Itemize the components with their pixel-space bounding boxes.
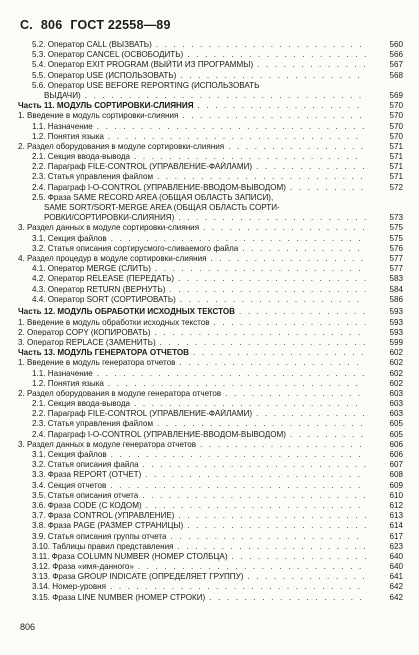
dot-leader: . . . . . . . . . . . . . . . . . . . . . . . . . . [142, 460, 369, 470]
toc-entry-title: 4. Раздел процедур в модуле сортировки-слияния [18, 253, 207, 263]
toc-entry-title: 1. Введение в модуль генератора отчетов [18, 358, 176, 368]
dot-leader: . . . . . . . . . . . . . . . . [225, 388, 363, 398]
toc-entry-page: 570 [389, 131, 403, 141]
toc-entry [18, 593, 403, 603]
toc-entry-title: 3. Раздел данных в модуле сортировки-слияния [18, 223, 200, 233]
toc-entry [18, 369, 403, 379]
toc-entry-page: 575 [389, 233, 403, 243]
toc-entry [18, 285, 403, 295]
toc-entry-title: 4.2. Оператор RELEASE (ПЕРЕДАТЬ) [32, 274, 175, 284]
toc-entry [18, 511, 403, 521]
toc-entry [18, 40, 403, 50]
dot-leader: . . . . . . . . . . . . . . . . . . [209, 592, 365, 602]
toc-entry [18, 274, 403, 284]
toc-entry-title: 2.5. Фраза SAME RECORD AREA (ОБЩАЯ ОБЛАСТЬ ЗАПИСИ), [32, 192, 274, 202]
dot-leader: . . . . . . . . . . . . . . . . . . . . . . . . . . [142, 490, 368, 500]
toc-entry [18, 193, 403, 203]
dot-leader: . . . . . . . . . . . . . . . . . . . . . . . . . . . . . [109, 582, 363, 592]
toc-entry-page: 602 [389, 378, 403, 388]
toc-entry-title: 1.2. Понятия языка [32, 131, 104, 141]
toc-entry-title: 3.15. Фраза LINE NUMBER (НОМЕР СТРОКИ) [32, 592, 206, 602]
toc-entry-page: 571 [389, 141, 403, 151]
toc-entry-title: 2.4. Параграф I-O-CONTROL (УПРАВЛЕНИЕ-ВВОДОМ-ВЫВОДОМ) [32, 182, 286, 192]
dot-leader: . . . . . . . . . . . . . . . . . . . . . . . . . . . . . . . [96, 368, 367, 378]
toc-entry-title: 3.10. Таблицы правил представления [32, 541, 174, 551]
toc-entry-title: 4.4. Оператор SORT (СОРТИРОВАТЬ) [32, 294, 176, 304]
toc-entry [18, 521, 403, 531]
toc-entry-page: 608 [389, 470, 403, 480]
toc-entry-page: 606 [389, 439, 403, 449]
toc-part-heading [18, 101, 403, 111]
dot-leader: . . . . . . . . . . . . . . . . . . . . . . . . [157, 419, 365, 429]
dot-leader: . . . . . . . . . . . . . . . . . . . . . . . . . . . . . . . . [84, 90, 364, 100]
toc-entry [18, 234, 403, 244]
toc-entry-page: 602 [389, 358, 403, 368]
toc-part-heading [18, 348, 403, 358]
toc-entry-page: 602 [389, 368, 403, 378]
toc-entry-page: 593 [389, 307, 403, 317]
toc-entry-page: 570 [389, 121, 403, 131]
toc-entry [18, 60, 403, 70]
toc-entry [18, 389, 403, 399]
toc-entry-title: 2. Раздел оборудования в модуле сортировки-слияния [18, 141, 225, 151]
dot-leader: . . . . . . . . . . . . . . . . . . . . . . . . . . . . . [110, 450, 363, 459]
dot-leader: . . . . . . . . . . . . . . [242, 243, 362, 253]
dot-leader: . . . . . . . . . . . . . . . . . . . . [193, 348, 366, 358]
toc-entry [18, 450, 403, 460]
toc-entry-page: 623 [389, 541, 403, 551]
dot-leader: . . . . . . . . . . . . . . . . . . . . . . . . . . . . . [107, 378, 361, 388]
toc-entry-title: 5.2. Оператор CALL (ВЫЗВАТЬ) [32, 40, 152, 49]
dot-leader: . . . . . . . . . . . . . . . . . . . . . [179, 294, 362, 304]
toc-entry-title: ВЫДАЧИ) [44, 90, 81, 100]
toc-entry-title: 3.1. Секция файлов [32, 450, 107, 459]
toc-entry-title: 5.5. Оператор USE (ИСПОЛЬЗОВАТЬ) [32, 70, 177, 80]
toc-entry-page: 612 [389, 500, 403, 510]
toc-entry-title: 2.3. Статья управления файлом [32, 419, 154, 429]
dot-leader: . . . . . . . . . . . . . . . . . . . . . . [178, 213, 369, 223]
toc-entry-page: 599 [389, 337, 403, 347]
toc-entry-title: 2. Раздел оборудования в модуле генератора отчетов [18, 388, 222, 398]
toc-entry [18, 71, 403, 81]
toc-entry-title: 2.4. Параграф I-O-CONTROL (УПРАВЛЕНИЕ-ВВОДОМ-ВЫВОДОМ) [32, 429, 286, 439]
toc-entry-title: SAME SORT/SORT-MERGE AREA (ОБЩАЯ ОБЛАСТЬ СОРТИ- [44, 203, 280, 212]
toc-entry-page: 566 [389, 50, 403, 60]
toc-entry-page: 593 [389, 317, 403, 327]
toc-entry [18, 81, 403, 91]
toc-entry [18, 491, 403, 501]
toc-entry [18, 572, 403, 582]
toc-entry-title: 2.3. Статья управления файлом [32, 172, 154, 182]
toc-entry [18, 552, 403, 562]
dot-leader: . . . . . . . . . . . . . . . . . . . . . . [170, 531, 361, 541]
toc-entry-page: 642 [389, 582, 403, 592]
dot-leader: . . . . . . . . . . . . . . . . . . [213, 317, 369, 327]
dot-leader: . . . . . . . . . . . . . . . . . . . . . . . . . [145, 470, 363, 480]
toc-entry-page: 569 [389, 90, 403, 100]
toc-entry-title: 4.1. Оператор MERGE (СЛИТЬ) [32, 264, 151, 274]
toc-entry-page: 571 [389, 152, 403, 162]
toc-entry-title: 2.1. Секция ввода-вывода [32, 399, 131, 409]
dot-leader: . . . . . . . . . . . . . . [247, 572, 367, 582]
toc-entry-page: 603 [389, 409, 403, 419]
dot-leader: . . . . . . . . . . . . . . . . . . . [197, 101, 362, 111]
dot-leader: . . . . . . . . . . . . . . . . . . . . . . . . . . . . . [110, 480, 363, 490]
toc-entry-page: 584 [389, 284, 403, 294]
dot-leader: . . . . . . . . . . . . . . . [238, 307, 368, 317]
toc-entry [18, 223, 403, 233]
dot-leader: . . . . . . . . . . . . . . . . . . . . . [187, 521, 369, 531]
toc-entry-title: 5.4. Оператор EXIT PROGRAM (ВЫЙТИ ИЗ ПРОГРАММЫ) [32, 60, 254, 70]
dot-leader: . . . . . . . . . . . . . . . . . . . . . . [178, 274, 369, 284]
toc-entry [18, 338, 403, 348]
toc-entry-title: Часть 11. МОДУЛЬ СОРТИРОВКИ-СЛИЯНИЯ [18, 101, 194, 111]
toc-entry-title: 3.14. Номер-уровня [32, 582, 106, 592]
toc-entry-title: 3.2. Статья описания файла [32, 460, 139, 470]
toc-entry-title: 2.2. Параграф FILE-CONTROL (УПРАВЛЕНИЕ-ФАЙЛАМИ) [32, 409, 253, 419]
toc-entry-page: 570 [389, 101, 403, 111]
toc-entry-title: РОВКИ/СОРТИРОВКИ-СЛИЯНИЯ) [44, 213, 175, 223]
toc-entry-page: 605 [389, 429, 403, 439]
toc-entry [18, 142, 403, 152]
toc-entry [18, 501, 403, 511]
toc-entry-page: 586 [389, 294, 403, 304]
toc-entry-page: 568 [389, 70, 403, 80]
dot-leader: . . . . . . . . . . . . . [256, 409, 367, 419]
dot-leader: . . . . . . . . . . . . . . . . . . . [200, 439, 364, 449]
toc-entry-page: 603 [389, 399, 403, 409]
toc-entry [18, 50, 403, 60]
dot-leader: . . . . . . . . . . . . . . . . [231, 551, 369, 561]
toc-entry [18, 132, 403, 142]
toc-entry-title: 5.6. Оператор USE BEFORE REPORTING (ИСПОЛЬЗОВАТЬ [32, 80, 260, 90]
header-page-number: 806 [40, 18, 63, 32]
toc-entry-page: 614 [389, 521, 403, 531]
dot-leader: . . . . . . . . . . . . . . . . . . . . . . . . . . [134, 152, 360, 162]
dot-leader: . . . . . . . . . . . . . . . . . . [210, 253, 366, 263]
toc-entry [18, 244, 403, 254]
toc-entry [18, 542, 403, 552]
dot-leader: . . . . . . . . . . . . . [256, 162, 367, 172]
dot-leader: . . . . . . . . . . . . . . . . . . . . . . . . [155, 40, 364, 49]
toc-entry-page: 560 [389, 40, 403, 49]
toc-entry-page: 571 [389, 172, 403, 182]
dot-leader: . . . . . . . . . . . . . . . . . . . . . . . . [157, 172, 365, 182]
toc-entry-page: 610 [389, 490, 403, 500]
toc-entry-title: 3.7. Фраза CONTROL (УПРАВЛЕНИЕ) [32, 511, 175, 521]
toc-entry-title: 3.4. Секция отчетов [32, 480, 107, 490]
toc-entry [18, 111, 403, 121]
dot-leader: . . . . . . . . . . . . . . . . . . . . . . . . . [145, 500, 363, 510]
toc-entry-page: 605 [389, 419, 403, 429]
toc-entry-page: 583 [389, 274, 403, 284]
toc-entry-page: 613 [389, 511, 403, 521]
toc-entry [18, 430, 403, 440]
dot-leader: . . . . . . . . . . . . . . . . . . . . . [179, 358, 361, 368]
toc-entry-page: 575 [389, 223, 403, 233]
toc-entry [18, 91, 403, 101]
toc-entry-page: 603 [389, 388, 403, 398]
toc-entry [18, 532, 403, 542]
toc-entry-title: 3.5. Статья описания отчета [32, 490, 139, 500]
toc-entry [18, 254, 403, 264]
dot-leader: . . . . . . . . . . . . . . . . . . . . . . . . . . [137, 562, 364, 572]
toc-entry [18, 399, 403, 409]
toc-entry-page: 640 [389, 562, 403, 572]
toc-entry-title: 3. Оператор REPLACE (ЗАМЕНИТЬ) [18, 337, 156, 347]
dot-leader: . . . . . . . . . . . . . . . . . . . . . . . . [154, 264, 363, 274]
toc-entry [18, 318, 403, 328]
toc-entry [18, 440, 403, 450]
header-prefix: С. [20, 18, 33, 32]
toc-entry [18, 203, 403, 213]
running-header [20, 18, 179, 32]
toc-entry-title: 3.1. Секция файлов [32, 233, 107, 243]
dot-leader: . . . . . . . . . . . . . . . . . . . . . . . . . . . . . . . [96, 121, 367, 131]
toc-entry-page: 567 [389, 60, 403, 70]
toc-entry [18, 152, 403, 162]
dot-leader: . . . . . . . . . . . . . . . . . . . . . [180, 70, 362, 80]
toc-entry-title: 2. Оператор COPY (КОПИРОВАТЬ) [18, 327, 151, 337]
toc-entry-page: 577 [389, 264, 403, 274]
toc-entry-title: 2.2. Параграф FILE-CONTROL (УПРАВЛЕНИЕ-ФАЙЛАМИ) [32, 162, 253, 172]
toc-entry-title: 1.2. Понятия языка [32, 378, 104, 388]
toc-entry-title: 3.12. Фраза «имя-данного» [32, 562, 134, 572]
footer-page-number: 806 [20, 622, 36, 632]
dot-leader: . . . . . . . . . [289, 429, 366, 439]
toc-entry-title: 3.3. Фраза REPORT (ОТЧЕТ) [32, 470, 142, 480]
dot-leader: . . . . . . . . . . . . . . . . . . . [203, 223, 367, 233]
toc-entry-page: 577 [389, 253, 403, 263]
toc-entry-title: 3.2. Статья описания сортирусмого-сливаемого файла [32, 243, 239, 253]
toc-entry-title: 3.13. Фраза GROUP INDICATE (ОПРЕДЕЛЯЕТ ГРУППУ) [32, 572, 244, 582]
toc-entry-page: 573 [389, 213, 403, 223]
toc-entry [18, 481, 403, 491]
toc-entry-page: 593 [389, 327, 403, 337]
toc-entry-page: 571 [389, 162, 403, 172]
toc-entry-page: 570 [389, 111, 403, 121]
toc-entry-page: 572 [389, 182, 403, 192]
dot-leader: . . . . . . . . . . . . . . . . . . . . . . . . . . . . . [110, 233, 363, 243]
toc-entry-page: 607 [389, 460, 403, 470]
toc-entry-title: 1. Введение в модуль сортировки-слияния [18, 111, 179, 121]
dot-leader: . . . . . . . . . . . . . . . . . . . . . . . [169, 284, 369, 294]
toc-entry-page: 641 [389, 572, 403, 582]
dot-leader: . . . . . . . . . . . . . . . . . . . . . [182, 111, 364, 121]
toc-part-heading [18, 307, 403, 317]
toc-entry-title: 3.11. Фраза COLUMN NUMBER (НОМЕР СТОЛБЦА) [32, 551, 228, 561]
toc-entry-title: 3.9. Статья описания группы отчета [32, 531, 167, 541]
toc-entry [18, 328, 403, 338]
toc-entry-title: 5.3. Оператор CANCEL (ОСВОБОДИТЬ) [32, 50, 184, 60]
toc-entry [18, 295, 403, 305]
toc-entry-title: 1.1. Назначение [32, 121, 93, 131]
toc-entry-title: 2.1. Секция ввода-вывода [32, 152, 131, 162]
toc-entry-title: Часть 13. МОДУЛЬ ГЕНЕРАТОРА ОТЧЕТОВ [18, 348, 190, 358]
table-of-contents [18, 40, 403, 603]
toc-entry [18, 409, 403, 419]
toc-entry-page: 642 [389, 592, 403, 602]
toc-entry-title: Часть 12. МОДУЛЬ ОБРАБОТКИ ИСХОДНЫХ ТЕКСТОВ [18, 307, 235, 317]
dot-leader: . . . . . . . . . . . . . . . . . . . . . [187, 50, 369, 60]
toc-entry [18, 122, 403, 132]
toc-entry-page: 640 [389, 551, 403, 561]
toc-entry [18, 213, 403, 223]
dot-leader: . . . . . . . . . . . . . . . . . . . . . . [177, 541, 368, 551]
toc-entry-title: 1. Введение в модуль обработки исходных текстов [18, 317, 210, 327]
toc-entry [18, 562, 403, 572]
toc-entry [18, 470, 403, 480]
toc-entry [18, 172, 403, 182]
toc-entry [18, 358, 403, 368]
toc-entry-page: 576 [389, 243, 403, 253]
toc-entry [18, 162, 403, 172]
dot-leader: . . . . . . . . . . . . . [257, 60, 368, 70]
dot-leader: . . . . . . . . . . . . . . . . . . . . . . . . . . . . . [107, 131, 361, 141]
toc-entry-title: 3. Раздел данных в модуле генератора отчетов [18, 439, 197, 449]
toc-entry-title: 1.1. Назначение [32, 368, 93, 378]
toc-entry-title: 4.3. Оператор RETURN (ВЕРНУТЬ) [32, 284, 166, 294]
toc-entry [18, 264, 403, 274]
dot-leader: . . . . . . . . . . . . . . . . . . . . . . . . . . [134, 399, 360, 409]
toc-entry-title: 3.8. Фраза PAGE (РАЗМЕР СТРАНИЦЫ) [32, 521, 184, 531]
toc-entry [18, 419, 403, 429]
toc-entry [18, 379, 403, 389]
toc-entry-title: 3.6. Фраза CODE (С КОДОМ) [32, 500, 142, 510]
toc-entry-page: 617 [389, 531, 403, 541]
header-standard: ГОСТ 22558—89 [70, 18, 171, 32]
toc-entry-page: 606 [389, 450, 403, 459]
toc-entry [18, 582, 403, 592]
toc-entry [18, 183, 403, 193]
toc-entry [18, 460, 403, 470]
dot-leader: . . . . . . . . . [289, 182, 366, 192]
dot-leader: . . . . . . . . . . . . . . . . [228, 141, 366, 151]
toc-entry-page: 602 [389, 348, 403, 358]
dot-leader: . . . . . . . . . . . . . . . . . . . . . . . . [159, 337, 368, 347]
dot-leader: . . . . . . . . . . . . . . . . . . . . . . . . [154, 327, 363, 337]
dot-leader: . . . . . . . . . . . . . . . . . . . . . . [178, 511, 369, 521]
toc-entry-page: 609 [389, 480, 403, 490]
